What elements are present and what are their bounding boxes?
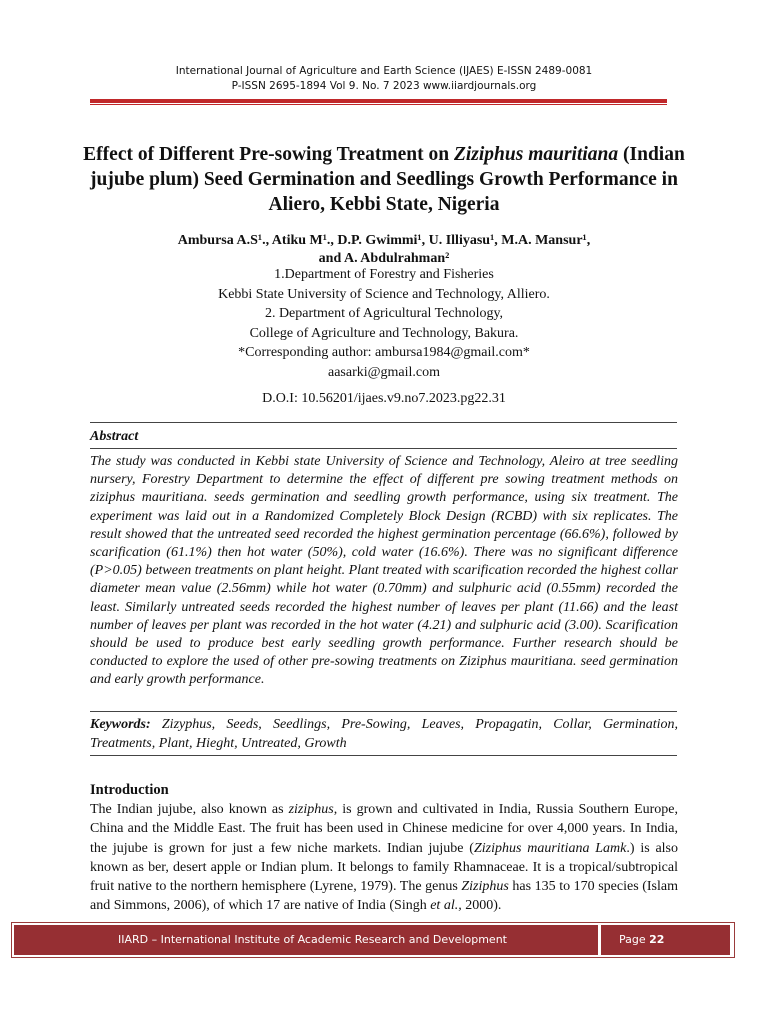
intro-text: The Indian jujube, also known as <box>90 802 289 817</box>
affiliation-line: Kebbi State University of Science and Technology, Alliero. <box>218 286 550 302</box>
title-part1: Effect of Different Pre-sowing Treatment on <box>83 144 454 165</box>
abstract-top-rule <box>90 422 677 423</box>
footer-page-label: Page <box>619 933 650 946</box>
paper-title <box>60 142 708 217</box>
authors-line2: and A. Abdulrahman² <box>318 251 450 266</box>
intro-text: has 135 to 170 species (Islam and Simmons, 2006), of which 17 are native of India (Singh <box>90 879 678 914</box>
intro-italic: ziziphus <box>288 802 334 817</box>
abstract-heading: Abstract <box>90 429 139 444</box>
intro-text: 2000). <box>461 898 502 914</box>
keywords-top-rule <box>90 711 677 712</box>
title-part2: (Indian jujube plum) Seed Germination and Seedlings Growth Performance in Aliero, Kebbi State, Nigeria <box>90 144 685 215</box>
title-species: Ziziphus mauritiana <box>453 144 619 165</box>
keywords-bottom-rule <box>90 755 677 756</box>
intro-italic: Ziziphus mauritiana Lamk <box>473 840 627 856</box>
affiliation-line: College of Agriculture and Technology, Bakura. <box>249 325 519 341</box>
footer-page-number: 22 <box>649 933 665 946</box>
footer-institute <box>14 925 598 955</box>
intro-text: , is grown and cultivated in India, Russia Southern Europe, China and the Middle East. The fruit has been used in Chinese medicine for over 4,000 years. In India, the jujube is grown for just a few niche markets. Indian jujube ( <box>90 802 678 856</box>
affiliation-line: 2. Department of Agricultural Technology, <box>264 306 504 321</box>
affiliation-line: 1.Department of Forestry and Fisheries <box>274 267 494 282</box>
abstract-body: The study was conducted in Kebbi state University of Science and Technology, Aleiro at tree seedling nursery, Forestry Department to determine the effect of different pre sowing treatment methods on ziziphus mauritiana. seeds germination and seedling growth performance, using six treatment. The experiment was laid out in a Randomized Completely Block Design (RCBD) with six replicates. The result showed that the untreated seed recorded the highest germination percentage (66.6%), followed by scarification (61.1%) then hot water (50%), cold water (16.6%). There was no significant difference (P>0.05) between treatments on plant height. Plant treated with scarification recorded the highest collar diameter mean value (2.56mm) while hot water (0.70mm) and sulphuric acid (0.55mm) recorded the least. Similarly untreated seeds recorded the highest number of leaves per plant (11.66) and the least number of leaves per plant was recorded in the hot water (4.21) and sulphuric acid (3.00). Scarification should be used to produce best early seedling growth performance. Further research should be conducted to explore the used of other pre-sowing treatments on Ziziphus mauritiana. seed germination and early growth performance. <box>90 454 678 688</box>
keywords <box>90 716 678 753</box>
intro-italic: et al., <box>430 898 462 914</box>
authors-line1: Ambursa A.S¹., Atiku M¹., D.P. Gwimmi¹, U. Illiyasu¹, M.A. Mansur¹, <box>177 233 591 248</box>
keywords-text: Zizyphus, Seeds, Seedlings, Pre-Sowing, Leaves, Propagatin, Collar, Germination, Treatments, Plant, Hieght, Untreated, Growth <box>90 717 678 751</box>
introduction-heading: Introduction <box>90 782 169 798</box>
header-rule-thin <box>90 104 667 105</box>
abstract-heading-rule <box>90 448 677 449</box>
intro-italic: Ziziphus <box>461 879 509 895</box>
footer-institute-text: IIARD – International Institute of Academic Research and Development <box>118 933 507 946</box>
corresponding-author: *Corresponding author: ambursa1984@gmail.com* <box>238 345 530 360</box>
journal-header <box>0 64 768 94</box>
affiliations <box>100 265 668 382</box>
introduction-body <box>90 800 678 916</box>
secondary-email: aasarki@gmail.com <box>327 364 441 380</box>
journal-header-line1: International Journal of Agriculture and Earth Science (IJAES) E-ISSN 2489-0081 <box>175 65 593 77</box>
journal-header-line2: P-ISSN 2695-1894 Vol 9. No. 7 2023 www.iiardjournals.org <box>231 80 537 92</box>
header-rule <box>90 99 667 103</box>
intro-text: .) is also known as ber, desert apple or Indian plum. It belongs to family Rhamnaceae. It is a tropical/subtropical fruit native to the northern hemisphere (Lyrene, 1979). The genus <box>90 840 679 895</box>
footer-page <box>601 925 730 955</box>
author-list <box>100 232 668 268</box>
doi: D.O.I: 10.56201/ijaes.v9.no7.2023.pg22.31 <box>262 391 506 406</box>
keywords-label: Keywords: <box>90 717 151 732</box>
